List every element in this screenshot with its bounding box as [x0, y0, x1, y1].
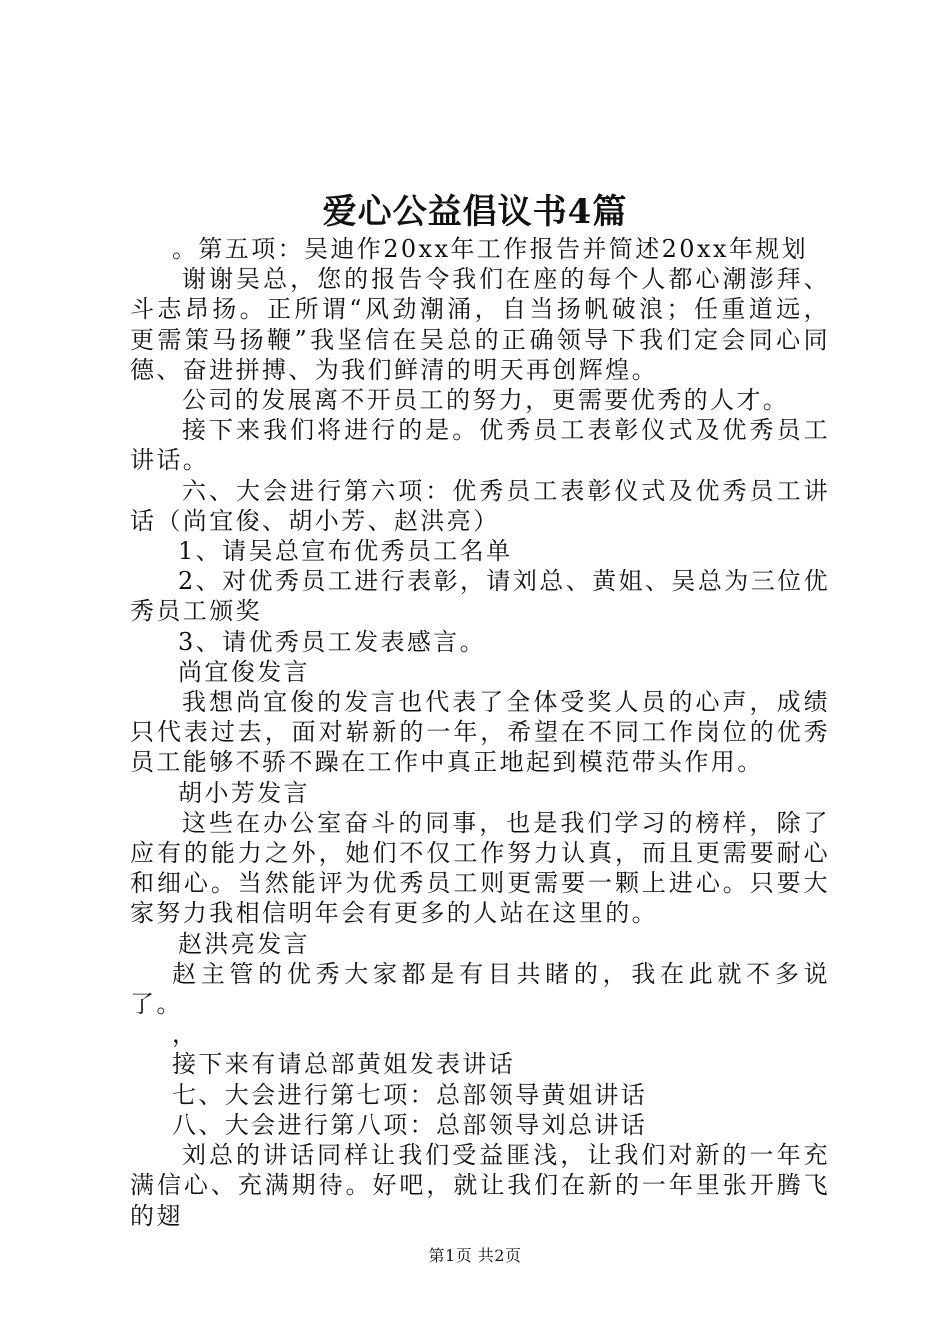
paragraph: 这些在办公室奋斗的同事，也是我们学习的榜样，除了应有的能力之外，她们不仅工作努力认真，而且更需要耐心和细心。当然能评为优秀员工则更需要一颗上进心。只要大家努力我相信明年会有更多的人站在这里的。 — [130, 808, 830, 928]
paragraph: 接下来我们将进行的是。优秀员工表彰仪式及优秀员工讲话。 — [130, 416, 830, 475]
paragraph: 刘总的讲话同样让我们受益匪浅，让我们对新的一年充满信心、充满期待。好吧，就让我们在新的一年里张开腾飞的翅 — [130, 1141, 830, 1230]
paragraph: 公司的发展离不开员工的努力，更需要优秀的人才。 — [182, 386, 790, 415]
speaker-heading: 赵洪亮发言 — [178, 929, 310, 958]
document-title: 爱心公益倡议书4篇 — [322, 192, 628, 232]
paragraph: 谢谢吴总，您的报告令我们在座的每个人都心潮澎拜、斗志昂扬。正所谓“风劲潮涌，自当扬帆破浪；任重道远，更需策马扬鞭”我坚信在吴总的正确领导下我们定会同心同德、奋进拼搏、为我们鲜清的明天再创辉煌。 — [130, 265, 830, 384]
document-body — [130, 234, 830, 1231]
paragraph: 接下来有请总部黄姐发表讲话 — [172, 1050, 516, 1079]
page-footer: 第1页 共2页 — [428, 1246, 522, 1265]
paragraph: 七、大会进行第七项：总部领导黄姐讲话 — [172, 1080, 648, 1109]
paragraph: 。第五项：吴迪作20xx年工作报告并简述20xx年规划 — [172, 235, 809, 263]
paragraph: ， — [172, 1020, 199, 1049]
speaker-heading: 尚宜俊发言 — [178, 657, 310, 686]
paragraph: 我想尚宜俊的发言也代表了全体受奖人员的心声，成绩只代表过去，面对崭新的一年，希望在不同工作岗位的优秀员工能够不骄不躁在工作中真正地起到模范带头作用。 — [130, 688, 830, 777]
speaker-heading: 胡小芳发言 — [178, 778, 310, 807]
list-item: 3、请优秀员工发表感言。 — [178, 627, 487, 656]
list-item: 2、对优秀员工进行表彰，请刘总、黄姐、吴总为三位优秀员工颁奖 — [130, 567, 830, 626]
paragraph: 六、大会进行第六项：优秀员工表彰仪式及优秀员工讲话（尚宜俊、胡小芳、赵洪亮） — [130, 476, 830, 535]
paragraph: 赵主管的优秀大家都是有目共睹的，我在此就不多说了。 — [130, 959, 830, 1019]
list-item: 1、请吴总宣布优秀员工名单 — [178, 537, 513, 566]
paragraph: 八、大会进行第八项：总部领导刘总讲话 — [172, 1110, 648, 1139]
